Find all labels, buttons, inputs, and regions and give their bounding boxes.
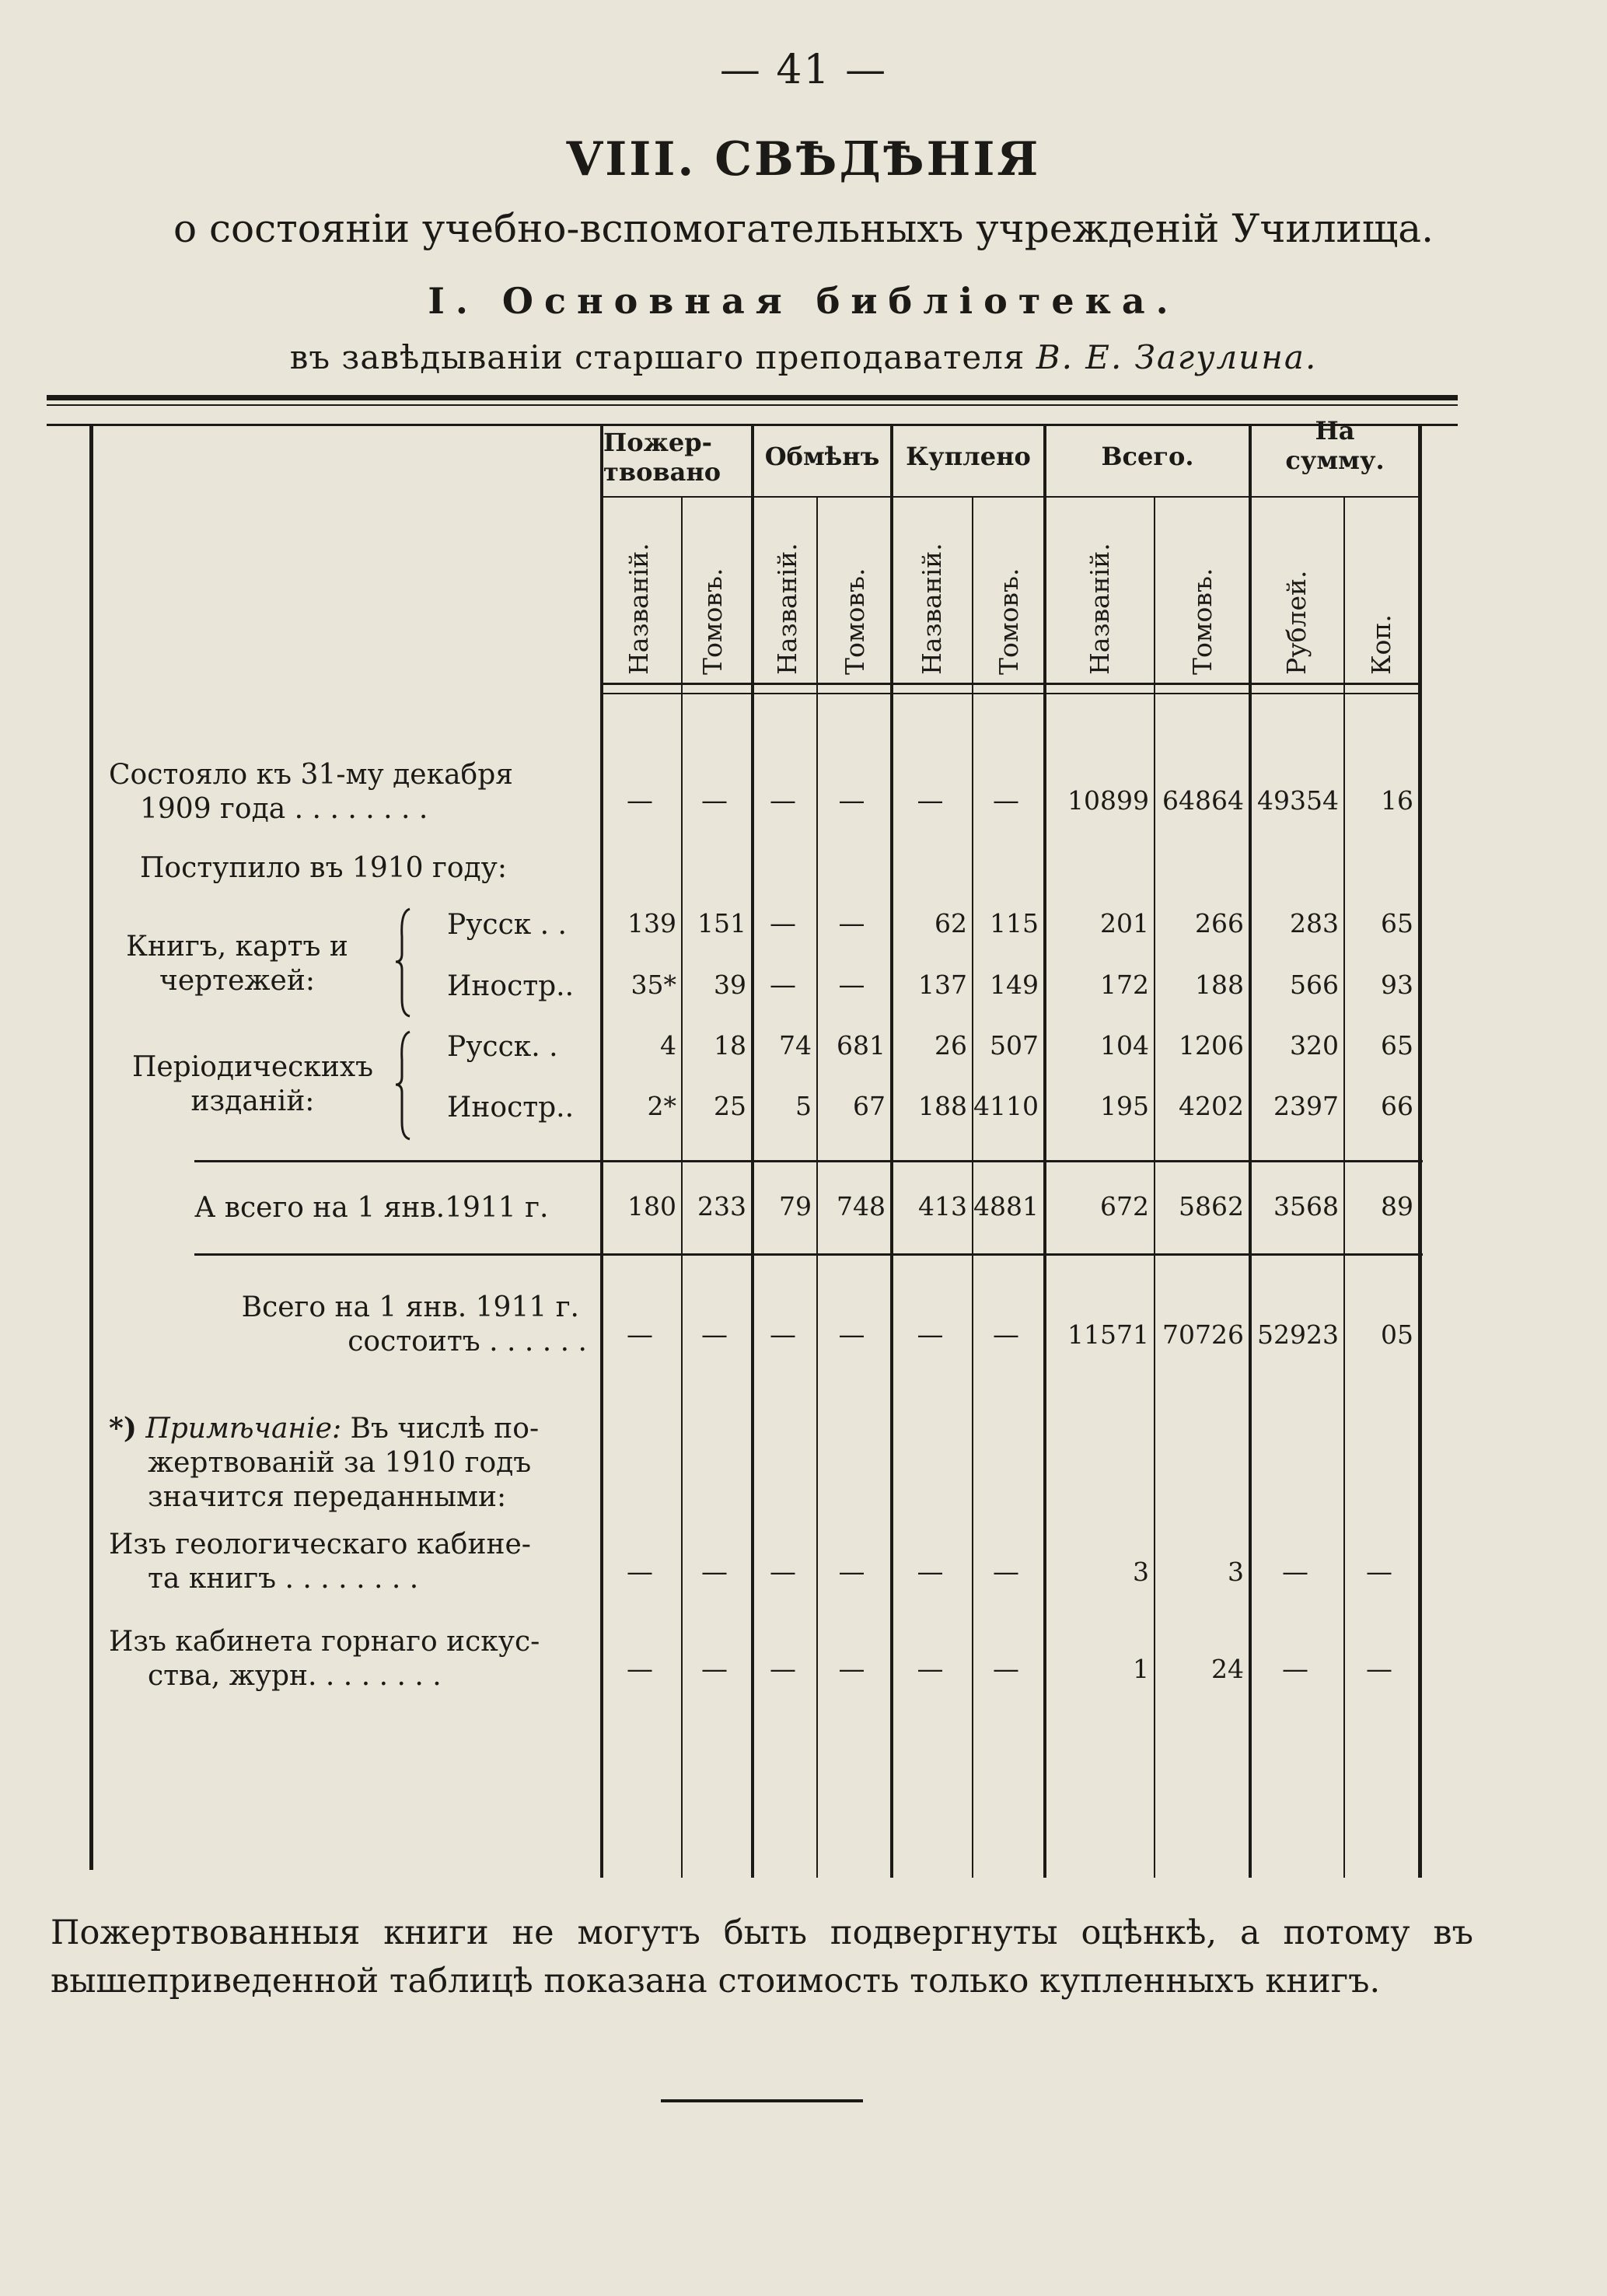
header-exchange: Обмѣнъ: [764, 442, 880, 471]
table-cell: 115: [990, 908, 1039, 938]
table-cell: 566: [1290, 970, 1339, 1000]
table-cell: —: [1366, 1557, 1392, 1588]
label-foreign: Иностр..: [447, 970, 575, 1002]
table-cell: 24: [1211, 1654, 1244, 1684]
page-title: VIII. СВѢДѢНІЯ: [566, 132, 1041, 187]
table-cell: 149: [990, 970, 1039, 1000]
table-cell: —: [770, 908, 796, 939]
table-cell: 283: [1290, 908, 1339, 938]
table-cell: 1: [1133, 1654, 1149, 1684]
page-subtitle: о состояніи учебно-вспомогательныхъ учрежденій Училища.: [173, 206, 1434, 251]
label-consist: Всего на 1 янв. 1911 г. состоитъ . . . . . .: [241, 1291, 587, 1358]
table-cell: 3: [1133, 1557, 1149, 1587]
table-cell: —: [993, 785, 1019, 816]
closing-rule: [661, 2099, 863, 2102]
table-cell: —: [1282, 1654, 1308, 1685]
row-label-1909: Состояло къ 31-му декабря 1909 года . . . . . . . .: [109, 759, 513, 825]
table-cell: 3: [1228, 1557, 1244, 1587]
table-cell: 180: [627, 1191, 676, 1221]
label-foreign: Иностр..: [447, 1092, 575, 1124]
header-sum: На сумму.: [1285, 416, 1385, 475]
table-cell: —: [770, 1319, 796, 1351]
table-cell: 70726: [1162, 1319, 1244, 1350]
table-cell: —: [627, 1654, 653, 1685]
label-russian: Русск . .: [447, 909, 568, 941]
table-cell: 11571: [1067, 1319, 1149, 1350]
page-number: — 41 —: [719, 47, 888, 93]
brace-icon: [393, 906, 416, 1019]
table-cell: 507: [990, 1030, 1039, 1061]
label-mining: Изъ кабинета горнаго искус- ства, журн. . . . . . . .: [109, 1626, 540, 1692]
footnote-paragraph: Пожертвованныя книги не могутъ быть подвергнуты оцѣнкѣ, а потому въ вышеприведенной таблицѣ показана стоимость только купленныхъ книгъ.: [51, 1913, 1473, 2001]
table-cell: —: [993, 1654, 1019, 1685]
table-cell: —: [838, 1319, 865, 1351]
col-names-total: Названій.: [1085, 543, 1115, 675]
table-cell: 35*: [631, 970, 676, 1000]
table-cell: 137: [918, 970, 967, 1000]
table-cell: —: [838, 970, 865, 1001]
table-cell: 62: [935, 908, 967, 938]
table-cell: 66: [1381, 1091, 1413, 1121]
label-russian: Русск. .: [447, 1031, 558, 1063]
table-cell: —: [770, 785, 796, 816]
table-cell: 139: [627, 908, 676, 938]
table-cell: 188: [1195, 970, 1244, 1000]
books-label: Книгъ, картъ и чертежей:: [126, 931, 348, 997]
table-cell: —: [993, 1319, 1019, 1351]
table-cell: 748: [837, 1191, 886, 1221]
table-cell: 79: [779, 1191, 812, 1221]
table-cell: —: [917, 785, 944, 816]
table-cell: —: [838, 1557, 865, 1588]
table-cell: —: [701, 785, 728, 816]
table-cell: 05: [1381, 1319, 1413, 1350]
table-cell: —: [627, 1319, 653, 1351]
table-cell: —: [701, 1654, 728, 1685]
table-cell: —: [917, 1319, 944, 1351]
label-total-1911: А всего на 1 янв.1911 г.: [194, 1192, 549, 1224]
header-bought: Куплено: [906, 442, 1031, 471]
table-cell: —: [838, 785, 865, 816]
table-cell: 413: [918, 1191, 967, 1221]
table-cell: 681: [837, 1030, 886, 1061]
table-cell: 320: [1290, 1030, 1339, 1061]
table-cell: —: [993, 1557, 1019, 1588]
col-names-exchange: Названій.: [772, 543, 802, 675]
table-cell: —: [917, 1654, 944, 1685]
table-cell: —: [1282, 1557, 1308, 1588]
table-cell: 39: [714, 970, 746, 1000]
table-cell: —: [770, 1654, 796, 1685]
table-cell: —: [770, 970, 796, 1001]
table-cell: 93: [1381, 970, 1413, 1000]
table-cell: —: [917, 1557, 944, 1588]
col-volumes-donated: Томовъ.: [697, 568, 728, 675]
table-cell: 65: [1381, 908, 1413, 938]
table-cell: 64864: [1162, 785, 1244, 816]
table-cell: 25: [714, 1091, 746, 1121]
table-cell: —: [838, 1654, 865, 1685]
table-cell: 5: [795, 1091, 812, 1121]
table-cell: 672: [1100, 1191, 1149, 1221]
table-cell: —: [627, 1557, 653, 1588]
table-cell: 67: [853, 1091, 886, 1121]
table-cell: 65: [1381, 1030, 1413, 1061]
table-cell: 188: [918, 1091, 967, 1121]
table-cell: —: [1366, 1654, 1392, 1685]
col-names-donated: Названій.: [624, 543, 654, 675]
table-cell: 5862: [1179, 1191, 1244, 1221]
table-cell: 3568: [1273, 1191, 1339, 1221]
table-cell: 4202: [1179, 1091, 1244, 1121]
table-cell: 4: [660, 1030, 676, 1061]
table-cell: —: [701, 1557, 728, 1588]
col-volumes-exchange: Томовъ.: [840, 568, 870, 675]
brace-icon: [393, 1029, 416, 1141]
col-names-bought: Названій.: [917, 543, 947, 675]
table-cell: 49354: [1257, 785, 1339, 816]
table-cell: —: [770, 1557, 796, 1588]
table-cell: 10899: [1067, 785, 1149, 816]
table-cell: 74: [779, 1030, 812, 1061]
table-cell: —: [701, 1319, 728, 1351]
table-cell: 4110: [973, 1091, 1039, 1121]
table-cell: 89: [1381, 1191, 1413, 1221]
table-cell: 151: [697, 908, 746, 938]
col-rubles: Рублей.: [1281, 570, 1312, 675]
table-cell: 104: [1100, 1030, 1149, 1061]
table-cell: 1206: [1179, 1030, 1244, 1061]
table-cell: 266: [1195, 908, 1244, 938]
table-cell: 16: [1381, 785, 1413, 816]
table-cell: 233: [697, 1191, 746, 1221]
table-cell: 2397: [1273, 1091, 1339, 1121]
col-volumes-bought: Томовъ.: [994, 568, 1024, 675]
table-cell: 52923: [1257, 1319, 1339, 1350]
header-donated: Пожер- твовано: [603, 428, 721, 487]
table-cell: —: [838, 908, 865, 939]
col-volumes-total: Томовъ.: [1187, 568, 1217, 675]
table-cell: 18: [714, 1030, 746, 1061]
table-cell: 195: [1100, 1091, 1149, 1121]
note-text: *) Примѣчаніе: Въ числѣ по- жертвованій за 1910 годъ значится переданными:: [109, 1412, 540, 1513]
table-cell: 4881: [973, 1191, 1039, 1221]
periodicals-label: Періодическихъ изданій:: [131, 1051, 374, 1117]
table-cell: 172: [1100, 970, 1149, 1000]
header-total: Всего.: [1101, 442, 1194, 471]
curator-line: [0, 338, 1607, 376]
table-cell: 26: [935, 1030, 967, 1061]
col-kopeks: Коп.: [1366, 614, 1396, 675]
received-heading: Поступило въ 1910 году:: [140, 852, 507, 884]
curator-prefix: въ завѣдываніи старшаго преподавателя: [289, 338, 1025, 376]
table-cell: 201: [1100, 908, 1149, 938]
section-heading: I. Основная библіотека.: [428, 280, 1179, 322]
table-cell: —: [627, 785, 653, 816]
curator-name: В. Е. Загулина.: [1036, 338, 1318, 376]
label-geology: Изъ геологическаго кабине- та книгъ . . . . . . . .: [109, 1529, 531, 1595]
table-cell: 2*: [647, 1091, 676, 1121]
